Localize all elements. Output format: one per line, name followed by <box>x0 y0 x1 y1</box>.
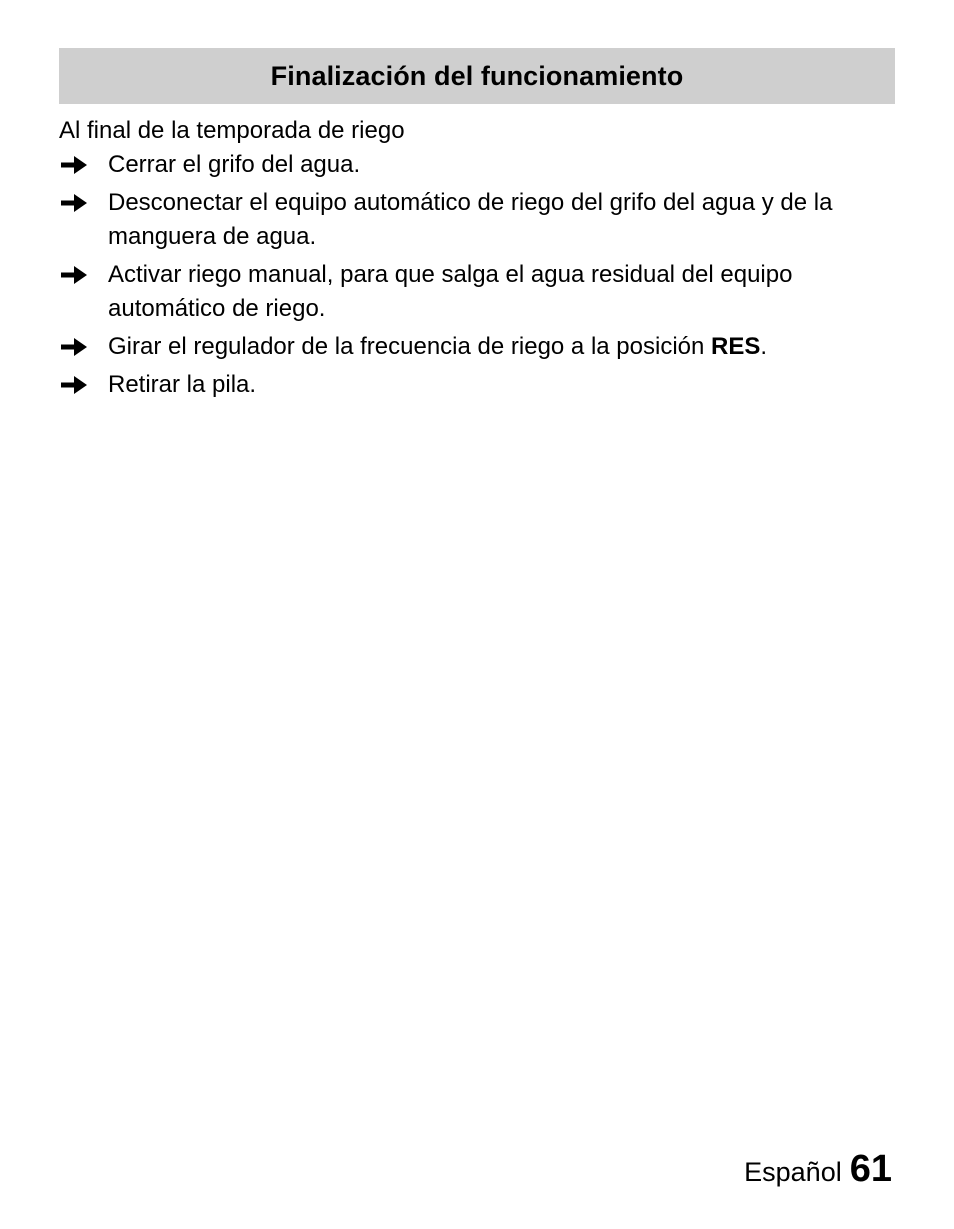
page-footer <box>744 1148 892 1191</box>
steps-list <box>59 148 895 406</box>
list-item <box>59 258 895 326</box>
section-heading-bar <box>59 48 895 104</box>
res-position-label: RES <box>711 333 761 360</box>
step-text: Cerrar el grifo del agua. <box>108 151 361 178</box>
step-text <box>108 330 895 364</box>
step-text: Desconectar el equipo automático de riego del grifo del agua y de la manguera de agua. <box>108 189 833 250</box>
step-text-after: . <box>760 333 768 360</box>
arrow-right-icon <box>59 258 108 292</box>
step-text: Activar riego manual, para que salga el agua residual del equipo automático de riego. <box>108 261 793 322</box>
arrow-right-icon <box>59 330 108 364</box>
arrow-right-icon <box>59 186 108 220</box>
footer-language: Español <box>744 1157 842 1187</box>
step-text: Retirar la pila. <box>108 371 257 398</box>
list-item <box>59 368 895 402</box>
list-item <box>59 148 895 182</box>
step-text-before: Girar el regulador de la frecuencia de riego a la posición <box>108 333 712 360</box>
page-number: 61 <box>849 1148 892 1190</box>
arrow-right-icon <box>59 368 108 402</box>
intro-text: Al final de la temporada de riego <box>59 117 405 144</box>
list-item <box>59 330 895 364</box>
arrow-right-icon <box>59 148 108 182</box>
list-item <box>59 186 895 254</box>
section-title: Finalización del funcionamiento <box>270 60 684 91</box>
